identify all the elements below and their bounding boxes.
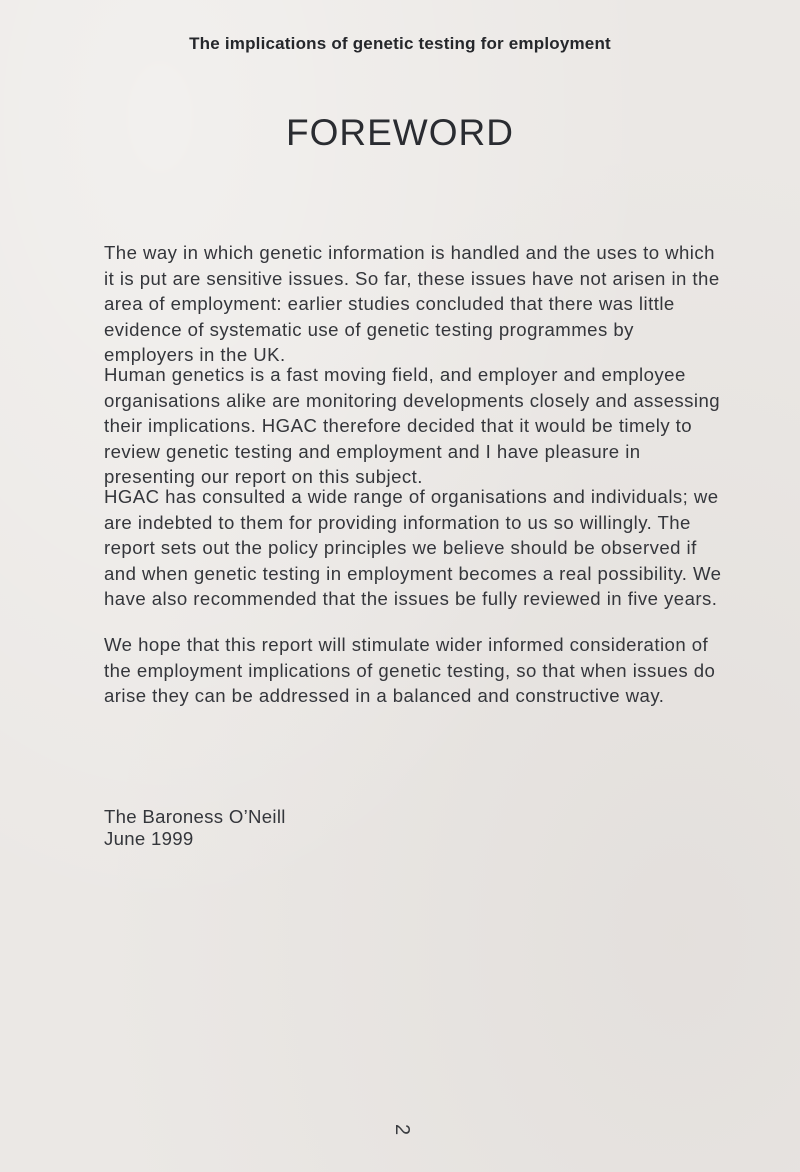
signature-block xyxy=(104,806,286,850)
paragraph-2: Human genetics is a fast moving field, and employer and employee organisations alike are monitoring developments closely and assessing their implications. HGAC therefore decided that it would be timely to review genetic testing and employment and I have pleasure in presenting our report on this subject. xyxy=(104,364,721,487)
page-number: 2 xyxy=(391,1123,414,1136)
paragraph-3: HGAC has consulted a wide range of organisations and individuals; we are indebted to them for providing information to us so willingly. The report sets out the policy principles we believe should be observed if and when genetic testing in employment becomes a real possibility. We have also recommended that the issues be fully reviewed in five years. xyxy=(104,486,722,609)
paragraph-4: We hope that this report will stimulate wider informed consideration of the employment implications of genetic testing, so that when issues do arise they can be addressed in a balanced and constructive way. xyxy=(104,634,716,706)
running-header: The implications of genetic testing for employment xyxy=(189,34,611,53)
page-title: FOREWORD xyxy=(286,112,514,153)
paragraph-1: The way in which genetic information is handled and the uses to which it is put are sensitive issues. So far, these issues have not arisen in the area of employment: earlier studies concluded that there was little evidence of systematic use of genetic testing programmes by employers in the UK. xyxy=(104,242,720,365)
signature-date: June 1999 xyxy=(104,828,194,849)
signatory-name: The Baroness O’Neill xyxy=(104,806,286,827)
